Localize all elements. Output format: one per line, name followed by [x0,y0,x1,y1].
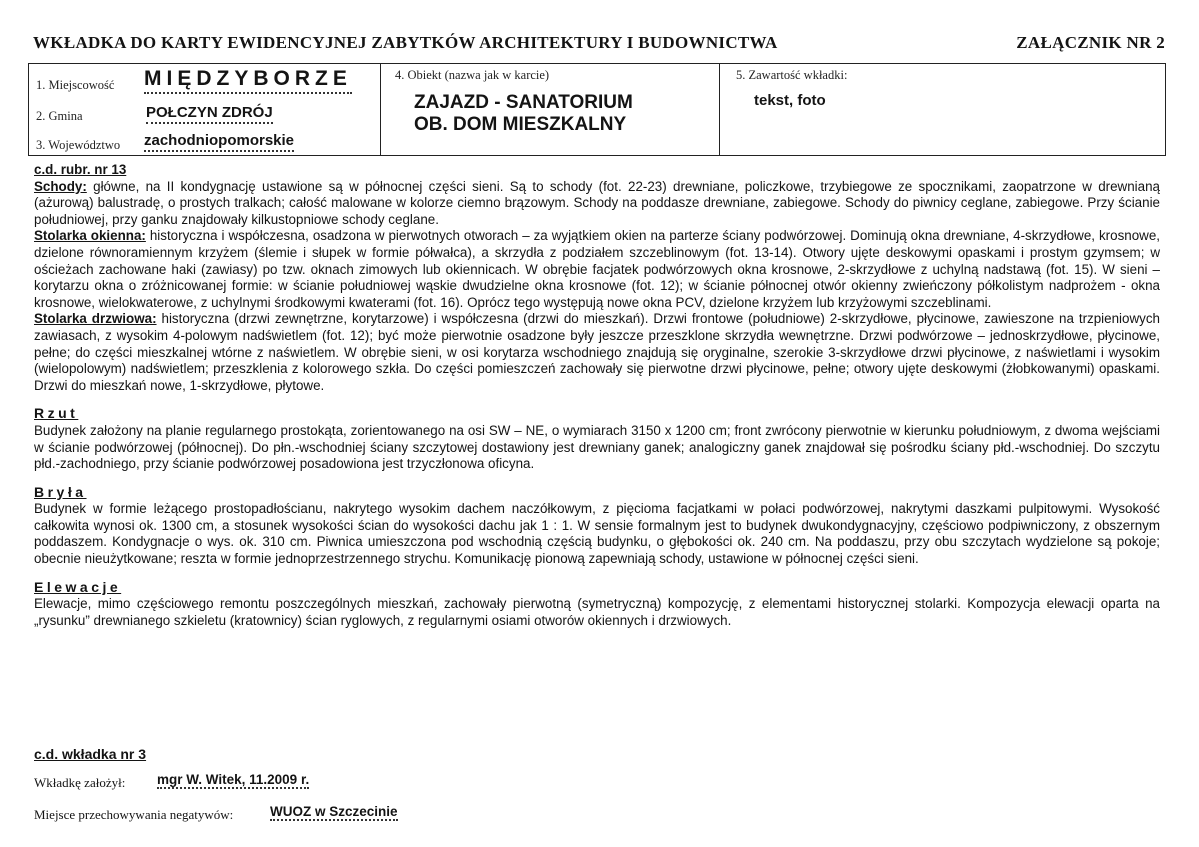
section-label-schody: Schody: [34,178,87,194]
paragraph-schody [34,179,1160,229]
paragraph-stolarka-okienna [34,228,1160,311]
zawartosc-value: tekst, foto [754,92,826,109]
rzut-text: Budynek założony na planie regularnego prostokąta, zorientowanego na osi SW – NE, o wymiarach 3150 x 1200 cm; front zwrócony pierwotnie w kierunku południowym, z dwoma wejściami w ścianie podwórzowej (północnej). Do płn.-wschodniej ściany szczytowej dostawiony jest drewniany ganek; analogiczny ganek znajdował się pośrodku ściany płd.-wschodniej. Do szczytu płd.-zachodniego, przy ścianie podwórzowej posadowiona jest trzyczłonowa oficyna. [34,422,1160,472]
info-table [28,63,1166,156]
negatives-location-value: WUOZ w Szczecinie [270,804,398,819]
paragraph-stolarka-drzwiowa [34,311,1160,394]
object-name-line1: ZAJAZD - SANATORIUM [414,92,633,113]
miejscowosc-label: 1. Miejscowość [36,78,115,92]
section-heading-elewacje: Elewacje [34,578,122,595]
table-divider [380,64,381,155]
section-label-drzwiowa: Stolarka drzwiowa: [34,311,157,327]
miejscowosc-value: MIĘDZYBORZE [144,67,352,94]
section-heading-bryla: Bryła [34,483,87,500]
rubric-heading: c.d. rubr. nr 13 [34,162,127,177]
okienna-text: historyczna i współczesna, osadzona w pierwotnych otworach – za wyjątkiem okien na parterze ściany podwórzowej. Dominują okna drewniane, 4-skrzydłowe, krosnowe, dzielone równoramiennym krzyżem (ślemie i słupek w formie półwałca), a skrzydła z podziałem szczeblinowym (fot. 13-14). Otwory ujęte deskowymi opaskami i prostym gzymsem; w ościeżach zachowane haki (zawiasy) po tzw. oknach zimowych lub okiennicach. W obrębie facjatek podwórzowych okna krosnowe, 2-skrzydłowe z uchylną nadstawą (fot. 15). W sieni – korytarzu okna o zróżnicowanej formie: w ścianie południowej wąskie dwudzielne okna krosnowe (fot. 12); w ścianie północnej otwór okienny zwieńczony półkolistym nadprożem - okna krosnowe, wielokwaterowe, z uchylnymi środkowymi kwaterami (fot. 16). Oprócz tego występują nowe okna PCV, dzielone krzyżem lub krzyżowymi szczeblinami. [34,228,1160,310]
table-divider [719,64,720,155]
drzwiowa-text: historyczna (drzwi zewnętrzne, korytarzowe) i współczesna (drzwi do mieszkań). Drzwi frontowe (południowe) 2-skrzydłowe, płycinowe, zawieszone na trzpieniowych zawiasach, z wysokim 4-polowym nadświetlem (fot. 12); być może pierwotnie osadzone były jeszcze przeszklone skrzydła wewnętrzne. Drzwi podwórzowe – jednoskrzydłowe, płycinowe, pełne; do części mieszkalnej wtórne z naświetlem. W obrębie sieni, w osi korytarza wschodniego znajdują się oryginalne, szerokie 3-skrzydłowe drzwi płycinowe, z naświetlami i wysokim (wielopolowym) nadświetlem; przeszklenia z kolorowego szkła. Do części pomieszczeń zachowały się pierwotne drzwi płycinowe, pełne; otwory ujęte deskowymi (żłobkowanymi) opaskami. Drzwi do mieszkań nowe, 1-skrzydłowe, płytowe. [34,311,1160,393]
object-name-line2: OB. DOM MIESZKALNY [414,114,627,135]
obiekt-label: 4. Obiekt (nazwa jak w karcie) [395,68,550,82]
gmina-label: 2. Gmina [36,109,83,123]
author-label: Wkładkę założył: [34,775,126,790]
wojewodztwo-label: 3. Województwo [36,138,121,152]
main-content [34,162,1160,629]
negatives-location-label: Miejsce przechowywania negatywów: [34,807,234,822]
section-label-okienna: Stolarka okienna: [34,228,146,244]
annex-number: ZAŁĄCZNIK NR 2 [1016,33,1165,52]
schody-text: główne, na II kondygnację ustawione są w północnej części sieni. Są to schody (fot. 22-23) drewniane, policzkowe, trzybiegowe ze spocznikami, zaopatrzone w drewnianą (ażurową) balustradę, o prostych tralkach; całość malowane w kolorze ciemno brązowym. Schody na poddasze drewniane, zabiegowe. Schody do piwnicy ceglane, zabiegowe. Przy ścianie południowej, przy ganku znajdowały kilkustopniowe schody ceglane. [34,178,1160,227]
zawartosc-label: 5. Zawartość wkładki: [736,68,848,82]
document-title: WKŁADKA DO KARTY EWIDENCYJNEJ ZABYTKÓW ARCHITEKTURY I BUDOWNICTWA [33,33,778,52]
continuation-note: c.d. wkładka nr 3 [34,746,147,762]
author-value: mgr W. Witek, 11.2009 r. [157,772,310,787]
wojewodztwo-value: zachodniopomorskie [144,132,294,152]
gmina-value: POŁCZYN ZDRÓJ [146,104,273,124]
section-heading-rzut: Rzut [34,405,79,422]
bryla-text: Budynek w formie leżącego prostopadłościanu, nakrytego wysokim dachem naczółkowym, z pięcioma facjatkami w połaci podwórzowej, nakrytymi daszkami pulpitowymi. Wysokość całkowita wynosi ok. 1300 cm, a stosunek wysokości ścian do wysokości dachu jak 1 : 1. W sensie formalnym jest to budynek dwukondygnacyjny, częściowo podpiwniczony, z obszernym poddaszem. Kondygnacje o wys. ok. 310 cm. Piwnica umieszczona pod wschodnią częścią budynku, o głębokości ok. 240 cm. Na poddaszu, przy obu szczytach wydzielone są pokoje; obecnie nieużytkowane; reszta w formie jednoprzestrzennego strychu. Komunikację pionową zapewniają schody, ustawione w północnej części sieni. [34,501,1160,567]
elewacje-text: Elewacje, mimo częściowego remontu poszczególnych mieszkań, zachowały pierwotną (symetryczną) kompozycję, z elementami historycznej stolarki. Kompozycja elewacji oparta na „rysunku” drewnianego szkieletu (kratownicy) ścian ryglowych, z regularnymi osiami otworów okiennych i drzwiowych. [34,596,1160,628]
